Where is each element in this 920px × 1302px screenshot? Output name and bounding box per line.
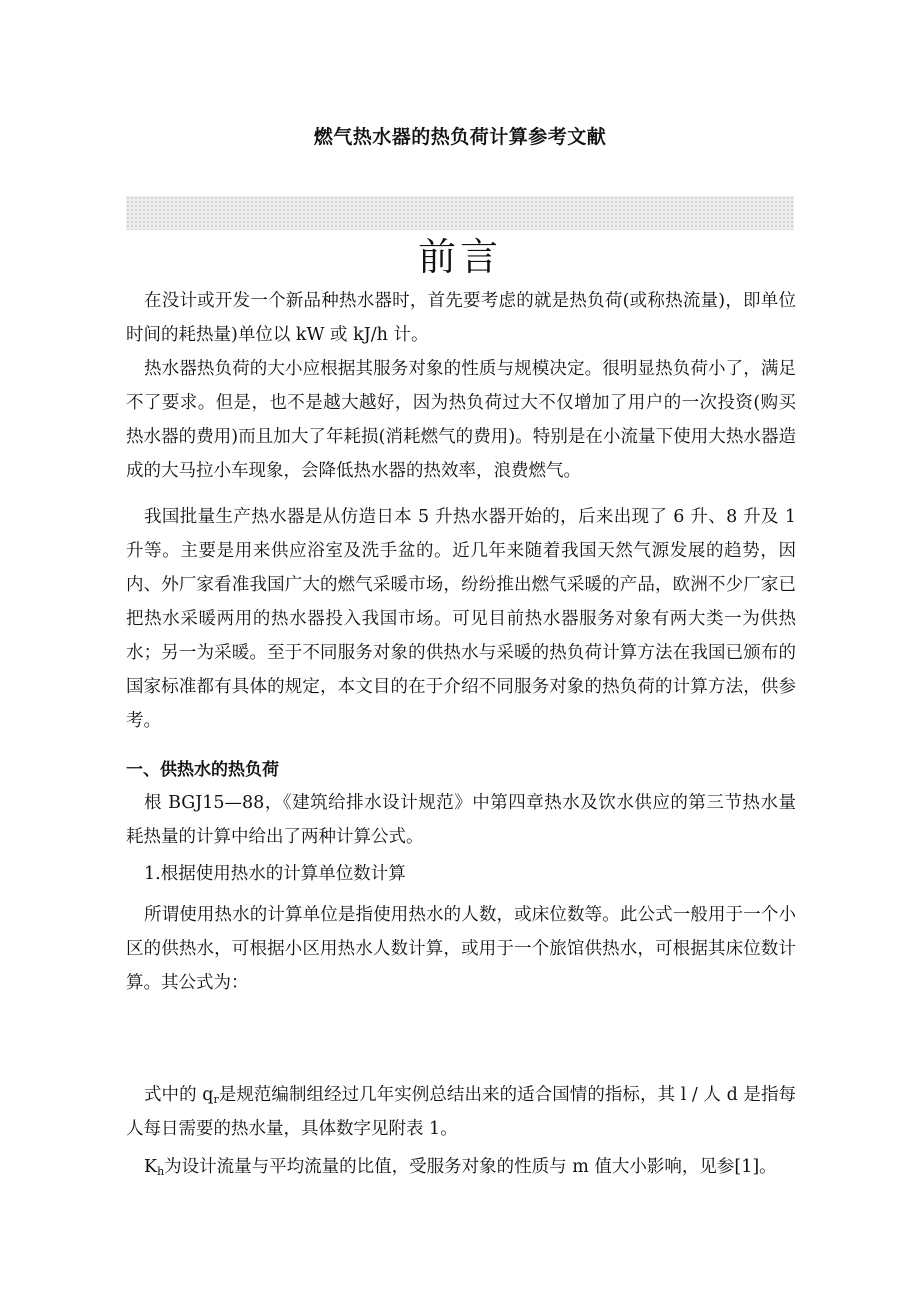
- qr-subscript: r: [213, 1093, 219, 1106]
- formula-explanation-qr: [126, 1078, 796, 1146]
- subsection-heading: 1.根据使用热水的计算单位数计算: [144, 864, 406, 884]
- section-heading-hot-water: 一、供热水的热负荷: [126, 760, 279, 780]
- kh-subscript: h: [157, 1165, 165, 1178]
- section-intro: 根 BGJ15—88，《建筑给排水设计规范》中第四章热水及饮水供应的第三节热水量耗热量的计算中给出了两种计算公式。: [126, 793, 796, 847]
- paragraph-2: 热水器热负荷的大小应根据其服务对象的性质与规模决定。很明显热负荷小了，满足不了要求。但是，也不是越大越好，因为热负荷过大不仅增加了用户的一次投资(购买热水器的费用)而且加大了年耗损(消耗燃气的费用)。特别是在小流量下使用大热水器造成的大马拉小车现象，会降低热水器的热效率，浪费燃气。: [126, 359, 796, 481]
- subsection-paragraph: 所谓使用热水的计算单位是指使用热水的人数，或床位数等。此公式一般用于一个小区的供热水，可根据小区用热水人数计算，或用于一个旅馆供热水，可根据其床位数计算。其公式为：: [126, 905, 796, 993]
- paragraph-1: 在没计或开发一个新品种热水器时，首先要考虑的就是热负荷(或称热流量)，即单位时间的耗热量)单位以 kW 或 kJ/h 计。: [126, 291, 796, 345]
- formula-explanation-kh: [126, 1150, 796, 1184]
- document-title: 燃气热水器的热负荷计算参考文献: [313, 126, 607, 148]
- preface-heading: 前言: [417, 235, 502, 279]
- qr-text-after: 是规范编制组经过几年实例总结出来的适合国情的指标，其 l / 人 d 是指每人每日需要的热水量，具体数字见附表 1。: [126, 1085, 796, 1139]
- decorative-banner: [126, 196, 794, 230]
- paragraph-3: 我国批量生产热水器是从仿造日本 5 升热水器开始的，后来出现了 6 升、8 升及 1 升等。主要是用来供应浴室及洗手盆的。近几年来随着我国天然气源发展的趋势，因内、外厂家看准我国广大的燃气采暖市场，纷纷推出燃气采暖的产品，欧洲不少厂家已把热水采暖两用的热水器投入我国市场。可见目前热水器服务对象有两大类一为供热水；另一为采暖。至于不同服务对象的供热水与采暖的热负荷计算方法在我国已颁布的国家标准都有具体的规定，本文目的在于介绍不同服务对象的热负荷的计算方法，供参考。: [126, 507, 796, 731]
- formula-placeholder: [126, 1010, 796, 1070]
- kh-text-after: 为设计流量与平均流量的比值，受服务对象的性质与 m 值大小影响，见参[1]。: [164, 1157, 777, 1177]
- kh-text-before: K: [144, 1157, 158, 1177]
- qr-text-before: 式中的 q: [144, 1085, 214, 1105]
